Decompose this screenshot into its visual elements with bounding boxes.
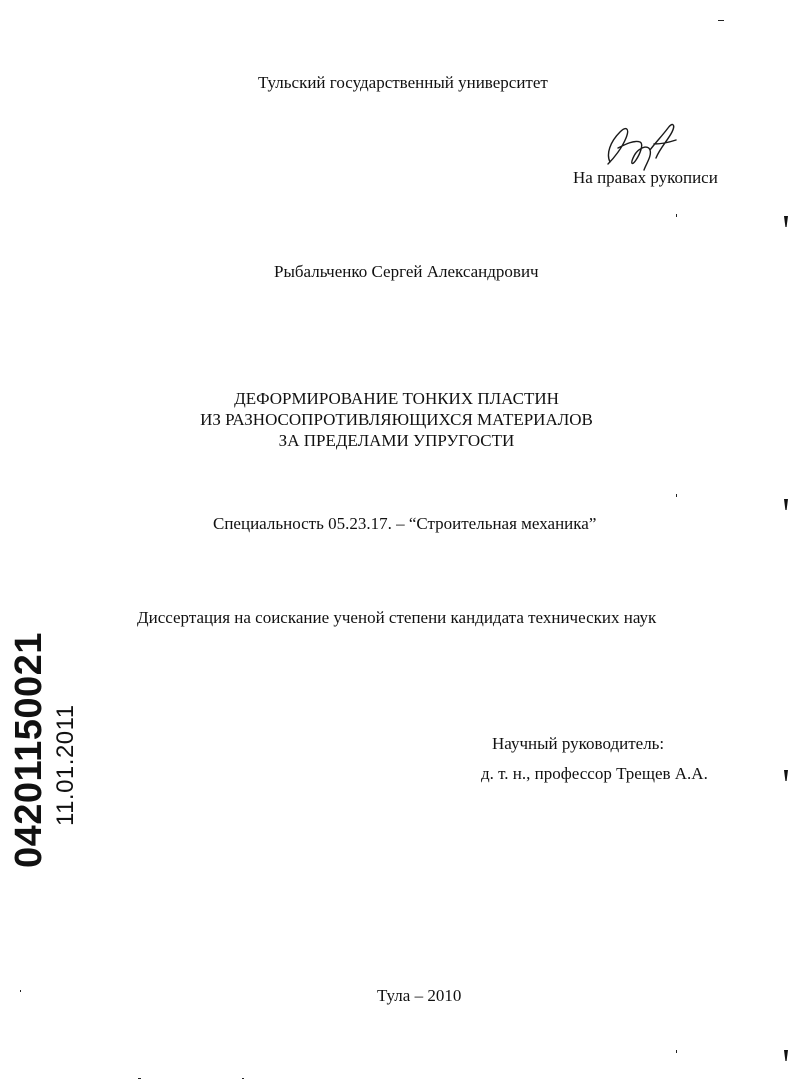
scan-speck [718,20,724,21]
title-line: ДЕФОРМИРОВАНИЕ ТОНКИХ ПЛАСТИН [234,389,559,408]
specialty: Специальность 05.23.17. – “Строительная механика” [213,514,597,533]
library-stamp-code: 04201150021 [8,632,50,868]
scan-speck [20,990,21,992]
advisor-name: д. т. н., профессор Трещев А.А. [481,764,708,783]
title-line: ЗА ПРЕДЕЛАМИ УПРУГОСТИ [278,431,515,450]
manuscript-rights-note: На правах рукописи [573,168,718,187]
title-line: ИЗ РАЗНОСОПРОТИВЛЯЮЩИХСЯ МАТЕРИАЛОВ [200,410,593,429]
scan-mark [784,1050,788,1061]
scan-mark [784,216,788,227]
dissertation-title [0,388,793,451]
scan-speck [676,214,677,217]
scan-mark [784,770,788,781]
scan-speck [676,494,677,497]
library-stamp-date: 11.01.2011 [52,704,79,826]
scan-speck [138,1078,141,1079]
handwritten-signature [596,114,692,174]
advisor-label: Научный руководитель: [492,734,665,753]
university-name: Тульский государственный университет [258,73,548,92]
scan-speck [676,1050,677,1053]
author-name: Рыбальченко Сергей Александрович [274,262,539,281]
scan-mark [784,499,788,510]
dissertation-degree: Диссертация на соискание ученой степени кандидата технических наук [137,608,657,627]
scan-speck [242,1078,244,1079]
city-year: Тула – 2010 [377,986,462,1005]
